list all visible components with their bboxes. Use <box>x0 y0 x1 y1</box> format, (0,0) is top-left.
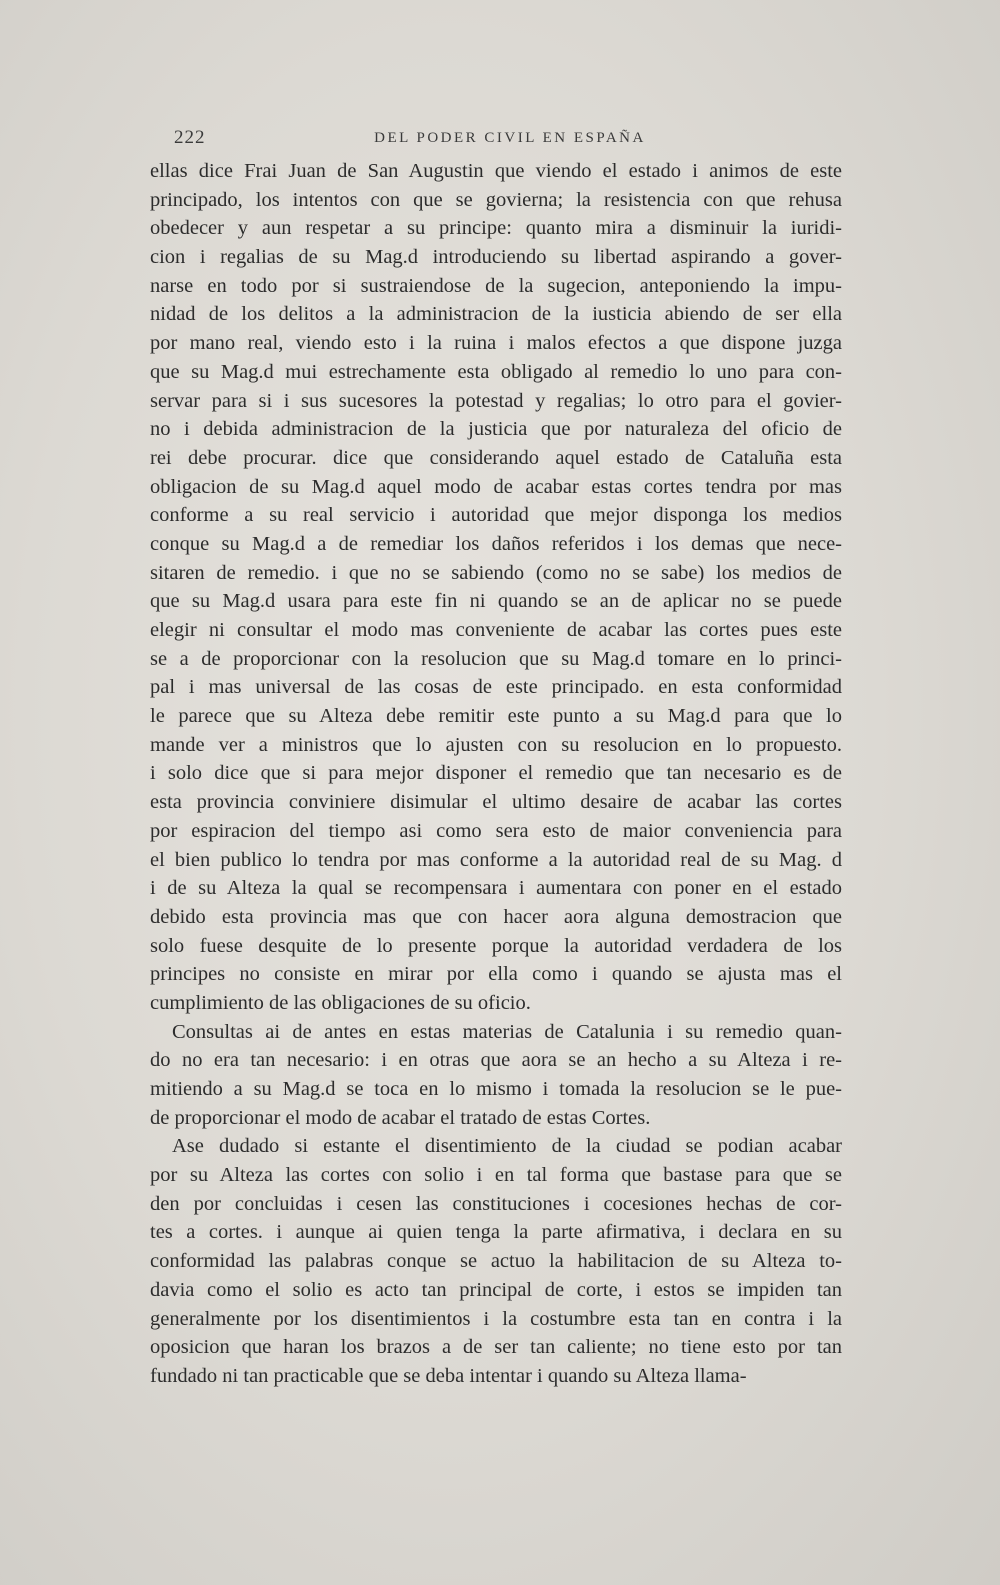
text-line: den por concluidas i cesen las constituciones i cocesiones hechas de cor- <box>150 1192 842 1215</box>
text-line: sitaren de remedio. i que no se sabiendo (como no se sabe) los medios de <box>150 561 842 584</box>
text-line: pal i mas universal de las cosas de este principado. en esta conformidad <box>150 676 842 699</box>
text-line: mande ver a ministros que lo ajusten con su resolucion en lo propuesto. <box>150 733 842 756</box>
text-line: mitiendo a su Mag.d se toca en lo mismo i tomada la resolucion se le pue- <box>150 1078 842 1100</box>
running-head: DEL PODER CIVIL EN ESPAÑA <box>374 130 646 146</box>
text-line: por espiracion del tiempo asi como sera esto de maior conveniencia para <box>150 819 842 842</box>
text-line: que su Mag.d mui estrechamente esta obligado al remedio lo uno para con- <box>150 360 842 383</box>
text-line: fundado ni tan practicable que se deba intentar i quando su Alteza llama- <box>150 1364 747 1387</box>
body-text <box>150 157 842 1391</box>
text-line: cumplimiento de las obligaciones de su oficio. <box>150 991 531 1014</box>
text-line: se a de proporcionar con la resolucion que su Mag.d tomare en lo princi- <box>150 647 842 670</box>
text-line: ellas dice Frai Juan de San Augustin que viendo el estado i animos de este <box>150 160 842 182</box>
text-line: no i debida administracion de la justicia que por naturaleza del oficio de <box>150 418 842 441</box>
text-line: le parece que su Alteza debe remitir este punto a su Mag.d para que lo <box>150 705 842 728</box>
text-line: oposicion que haran los brazos a de ser tan caliente; no tiene esto por tan <box>150 1336 842 1359</box>
text-line: de proporcionar el modo de acabar el tratado de estas Cortes. <box>150 1106 651 1129</box>
text-line: narse en todo por si sustraiendose de la sugecion, anteponiendo la impu- <box>150 274 842 297</box>
text-line: por mano real, viendo esto i la ruina i malos efectos a que dispone juzga <box>150 332 842 355</box>
text-line: generalmente por los disentimientos i la costumbre esta tan en contra i la <box>150 1307 842 1330</box>
text-line: elegir ni consultar el modo mas conveniente de acabar las cortes pues este <box>150 619 842 641</box>
text-line: que su Mag.d usara para este fin ni quando se an de aplicar no se puede <box>150 590 842 613</box>
text-line: por su Alteza las cortes con solio i en tal forma que bastase para que se <box>150 1164 842 1187</box>
text-line: principado, los intentos con que se govierna; la resistencia con que rehusa <box>150 188 842 211</box>
text-line: nidad de los delitos a la administracion de la iusticia abiendo de ser ella <box>150 303 842 326</box>
text-line: obedecer y aun respetar a su principe: quanto mira a disminuir la iuridi- <box>150 217 842 240</box>
text-line: do no era tan necesario: i en otras que aora se an hecho a su Alteza i re- <box>150 1049 842 1072</box>
text-line: obligacion de su Mag.d aquel modo de acabar estas cortes tendra por mas <box>150 475 842 498</box>
text-line: Consultas ai de antes en estas materias de Catalunia i su remedio quan- <box>172 1020 842 1043</box>
text-line: Ase dudado si estante el disentimiento de la ciudad se podian acabar <box>172 1135 842 1158</box>
text-line: principes no consiste en mirar por ella como i quando se ajusta mas el <box>150 963 842 986</box>
paragraph <box>150 1132 842 1390</box>
paragraph <box>150 1018 842 1133</box>
text-line: tes a cortes. i aunque ai quien tenga la parte afirmativa, i declara en su <box>150 1221 842 1244</box>
paragraph <box>150 157 842 1018</box>
text-line: cion i regalias de su Mag.d introduciendo su libertad aspirando a gover- <box>150 246 842 269</box>
text-line: servar para si i sus sucesores la potestad y regalias; lo otro para el govier- <box>150 389 842 412</box>
text-line: rei debe procurar. dice que considerando aquel estado de Cataluña esta <box>150 446 842 469</box>
text-line: el bien publico lo tendra por mas conforme a la autoridad real de su Mag. d <box>150 848 842 871</box>
text-line: i de su Alteza la qual se recompensara i aumentara con poner en el estado <box>150 877 842 900</box>
text-line: i solo dice que si para mejor disponer el remedio que tan necesario es de <box>150 762 842 785</box>
text-line: esta provincia conviniere disimular el ultimo desaire de acabar las cortes <box>150 791 842 814</box>
text-line: debido esta provincia mas que con hacer aora alguna demostracion que <box>150 905 842 928</box>
text-line: conforme a su real servicio i autoridad que mejor disponga los medios <box>150 504 842 527</box>
text-line: conformidad las palabras conque se actuo la habilitacion de su Alteza to- <box>150 1250 842 1273</box>
text-line: solo fuese desquite de lo presente porque la autoridad verdadera de los <box>150 934 842 957</box>
text-line: davia como el solio es acto tan principal de corte, i estos se impiden tan <box>150 1278 842 1301</box>
page-header <box>170 127 850 157</box>
text-line: conque su Mag.d a de remediar los daños referidos i los demas que nece- <box>150 532 842 555</box>
page-number: 222 <box>174 127 206 148</box>
